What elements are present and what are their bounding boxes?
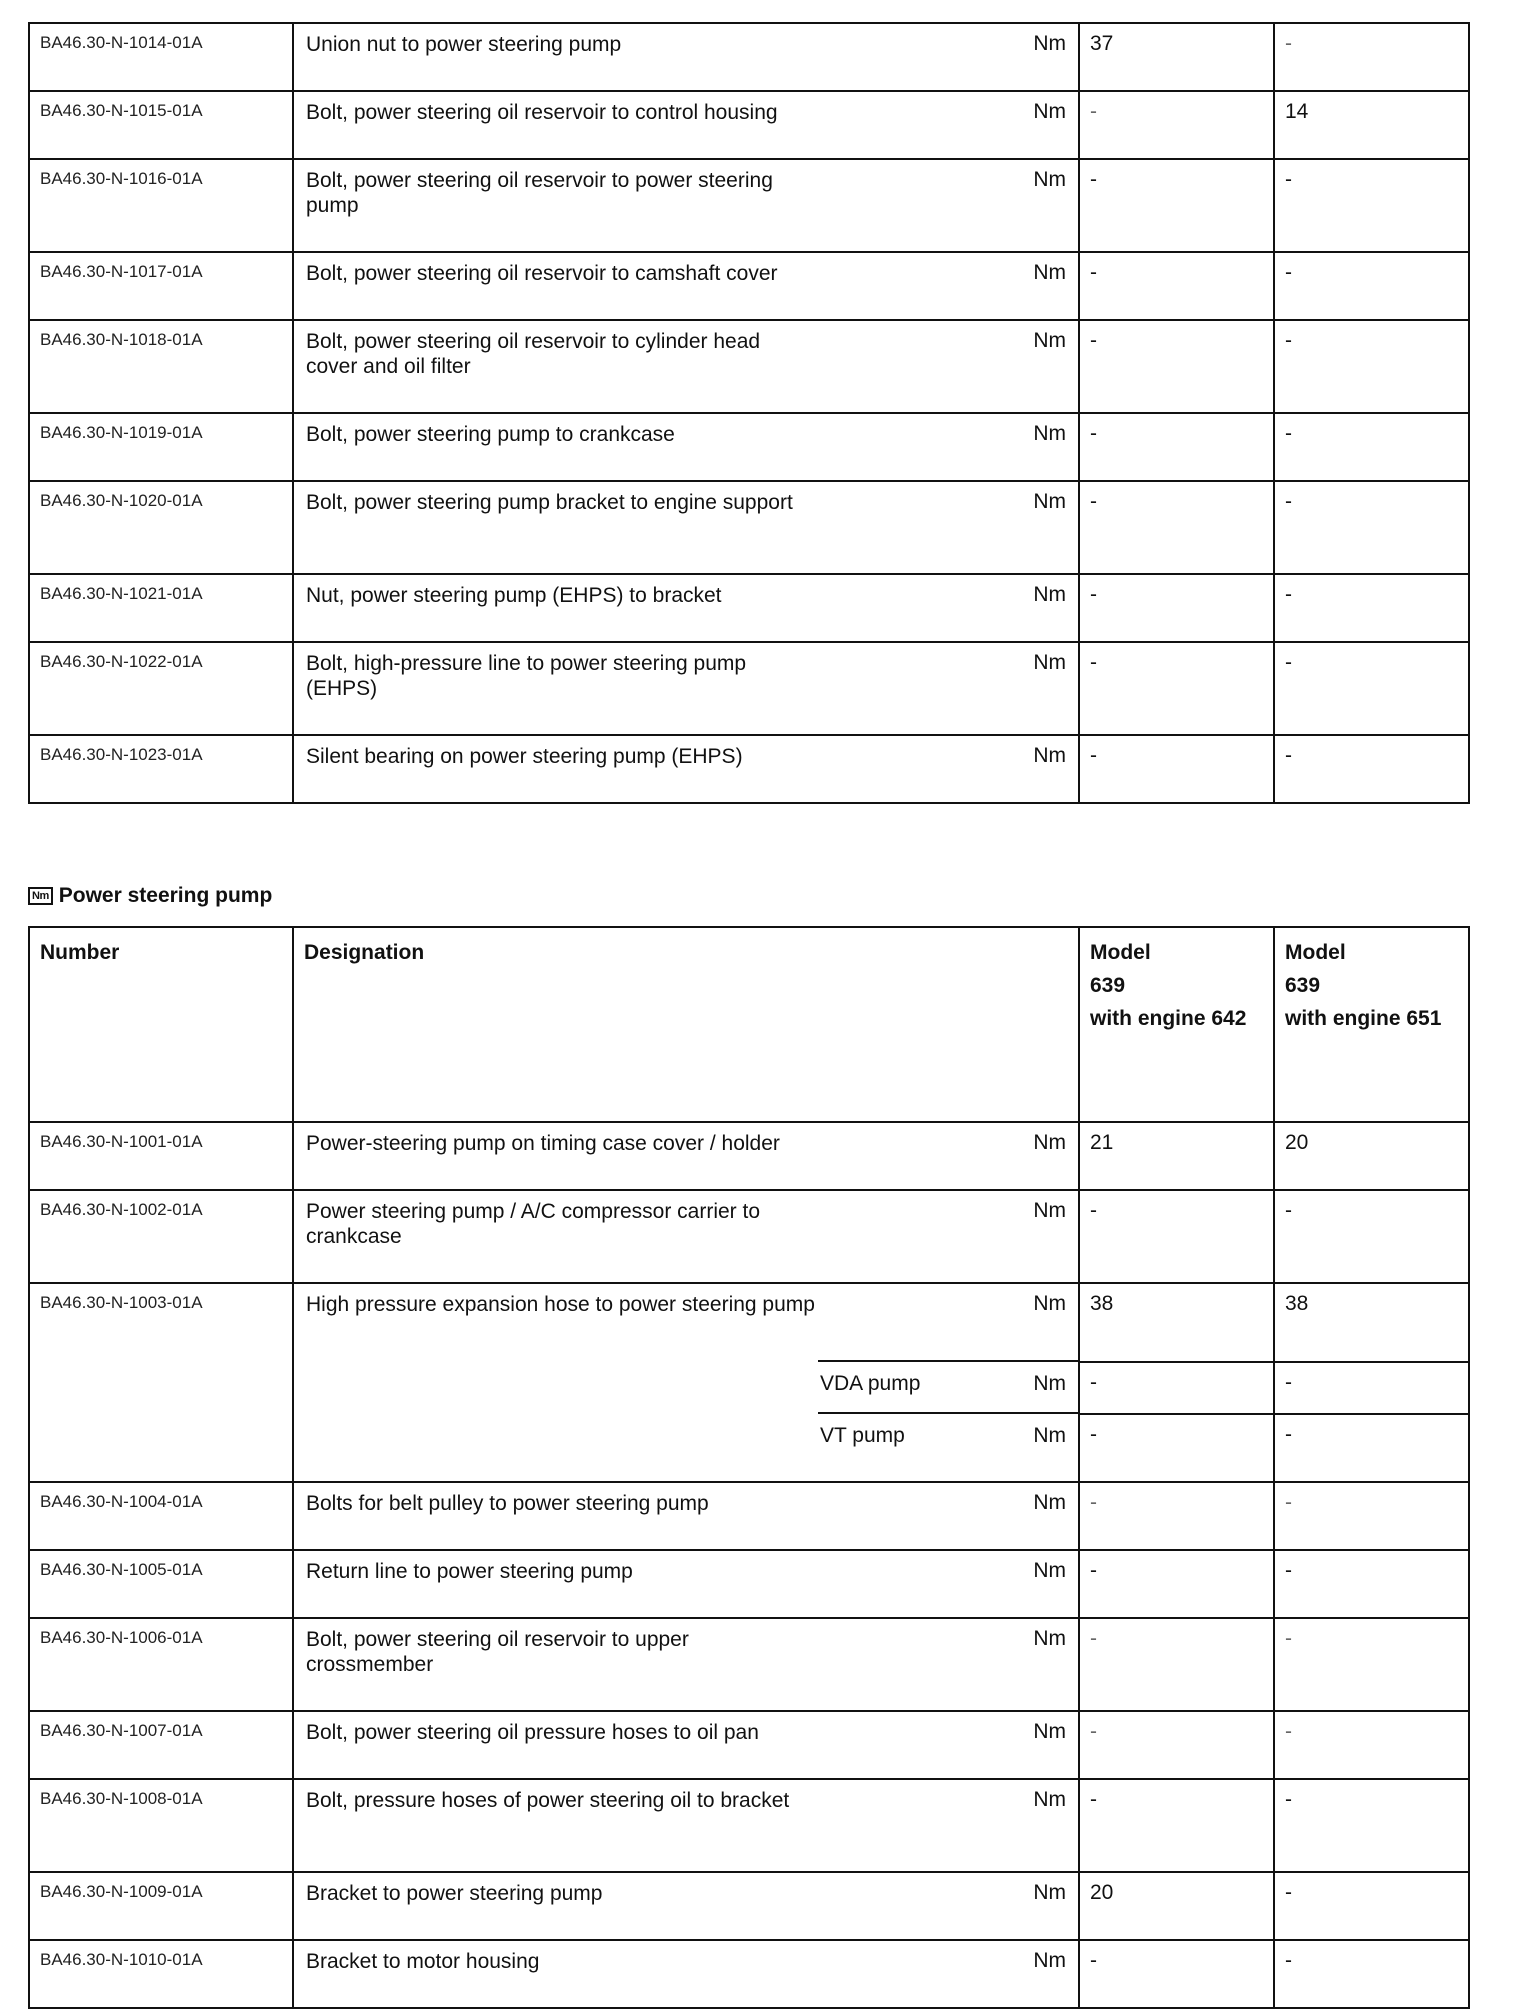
table-row — [29, 1190, 1469, 1283]
value-engine-642: - — [1079, 574, 1274, 642]
value-engine-651: - — [1274, 574, 1469, 642]
row-number: BA46.30-N-1009-01A — [29, 1872, 293, 1940]
row-unit: Nm — [1033, 1881, 1066, 1904]
value-engine-642: - — [1079, 1940, 1274, 2008]
row-number: BA46.30-N-1021-01A — [29, 574, 293, 642]
header-engine-642: Model 639 with engine 642 — [1079, 927, 1274, 1122]
row-designation: Nut, power steering pump (EHPS) to bracket — [306, 584, 722, 607]
value-engine-651: - — [1274, 159, 1469, 252]
row-designation: Bolt, pressure hoses of power steering oil to bracket — [306, 1789, 790, 1812]
row-number: BA46.30-N-1002-01A — [29, 1190, 293, 1283]
row-designation: Bolt, power steering oil reservoir to power steering pump — [306, 169, 773, 217]
row-number: BA46.30-N-1004-01A — [29, 1482, 293, 1550]
row-designation: Bolt, power steering oil reservoir to upper crossmember — [306, 1628, 689, 1676]
section-title — [28, 884, 272, 908]
value-engine-651: - — [1274, 1482, 1469, 1550]
row-unit: Nm — [1033, 744, 1066, 767]
value-engine-651: - — [1274, 481, 1469, 574]
value-engine-642: - — [1079, 1550, 1274, 1618]
row-number: BA46.30-N-1018-01A — [29, 320, 293, 413]
table-row — [29, 1711, 1469, 1779]
value-engine-642: 20 — [1079, 1872, 1274, 1940]
value-engine-642: - — [1079, 1618, 1274, 1711]
row-unit: Nm — [1033, 1424, 1066, 1447]
row-unit: Nm — [1033, 1949, 1066, 1972]
value-engine-651: - — [1274, 1550, 1469, 1618]
value-engine-642: - — [1079, 91, 1274, 159]
table-row — [29, 1618, 1469, 1711]
table-row — [29, 320, 1469, 413]
table-row — [29, 159, 1469, 252]
table-row — [29, 642, 1469, 735]
row-designation: Power-steering pump on timing case cover / holder — [306, 1132, 780, 1155]
power-steering-pump-table — [28, 926, 1470, 2009]
table-row — [29, 1779, 1469, 1872]
row-number: BA46.30-N-1008-01A — [29, 1779, 293, 1872]
row-designation: Bolt, power steering oil reservoir to cylinder head cover and oil filter — [306, 330, 761, 378]
table-row — [29, 1872, 1469, 1940]
row-number: BA46.30-N-1010-01A — [29, 1940, 293, 2008]
row-unit: Nm — [1033, 100, 1066, 123]
row-designation: Bolt, power steering oil reservoir to camshaft cover — [306, 262, 778, 285]
value-engine-642: - — [1079, 642, 1274, 735]
row-designation: Bracket to motor housing — [306, 1950, 540, 1973]
row-unit: Nm — [1033, 1491, 1066, 1514]
table-row — [29, 91, 1469, 159]
value-engine-642: - — [1079, 159, 1274, 252]
row-number: BA46.30-N-1016-01A — [29, 159, 293, 252]
value-engine-642: 38 — [1079, 1283, 1274, 1362]
value-engine-651: - — [1274, 252, 1469, 320]
row-designation: Union nut to power steering pump — [306, 33, 622, 56]
value-engine-651: - — [1274, 1872, 1469, 1940]
header-designation: Designation — [293, 927, 1079, 1122]
value-engine-651: - — [1274, 1940, 1469, 2008]
value-engine-651: - — [1274, 1711, 1469, 1779]
value-engine-651: - — [1274, 735, 1469, 803]
row-unit: Nm — [1033, 1788, 1066, 1811]
value-engine-642: - — [1079, 1711, 1274, 1779]
value-engine-651: 38 — [1274, 1283, 1469, 1362]
row-number: BA46.30-N-1006-01A — [29, 1618, 293, 1711]
row-designation: Silent bearing on power steering pump (EHPS) — [306, 745, 743, 768]
row-unit: Nm — [1033, 261, 1066, 284]
value-engine-651: - — [1274, 1779, 1469, 1872]
value-engine-642: - — [1079, 1779, 1274, 1872]
value-engine-642: - — [1079, 735, 1274, 803]
table-row — [29, 1122, 1469, 1190]
row-designation: Power steering pump / A/C compressor carrier to crankcase — [306, 1200, 761, 1248]
value-engine-642: - — [1079, 1414, 1274, 1482]
row-unit: Nm — [1033, 1720, 1066, 1743]
value-engine-651: - — [1274, 1618, 1469, 1711]
torque-nm-icon: Nm — [28, 887, 53, 905]
row-unit: Nm — [1033, 422, 1066, 445]
row-number: BA46.30-N-1015-01A — [29, 91, 293, 159]
row-number: BA46.30-N-1022-01A — [29, 642, 293, 735]
row-unit: Nm — [1033, 1131, 1066, 1154]
value-engine-651: - — [1274, 320, 1469, 413]
value-engine-642: 37 — [1079, 23, 1274, 91]
row-unit: Nm — [1033, 1292, 1066, 1315]
row-number: BA46.30-N-1005-01A — [29, 1550, 293, 1618]
row-unit: Nm — [1033, 1627, 1066, 1650]
row-designation: Bolt, power steering oil pressure hoses to oil pan — [306, 1721, 759, 1744]
value-engine-651: - — [1274, 642, 1469, 735]
row-unit: Nm — [1033, 583, 1066, 606]
table-row — [29, 1482, 1469, 1550]
table-row — [29, 252, 1469, 320]
value-engine-642: 21 — [1079, 1122, 1274, 1190]
value-engine-642: - — [1079, 252, 1274, 320]
row-number: BA46.30-N-1014-01A — [29, 23, 293, 91]
header-number: Number — [29, 927, 293, 1122]
table-row — [29, 1940, 1469, 2008]
row-designation: Bolt, power steering pump to crankcase — [306, 423, 675, 446]
row-number: BA46.30-N-1023-01A — [29, 735, 293, 803]
row-number: BA46.30-N-1019-01A — [29, 413, 293, 481]
subrow-label: VDA pump — [820, 1372, 921, 1395]
value-engine-642: - — [1079, 320, 1274, 413]
row-unit: Nm — [1033, 490, 1066, 513]
table-row — [29, 481, 1469, 574]
row-unit: Nm — [1033, 329, 1066, 352]
table-row — [29, 413, 1469, 481]
row-unit: Nm — [1033, 651, 1066, 674]
row-designation: High pressure expansion hose to power steering pump — [306, 1293, 815, 1316]
subrow-label: VT pump — [820, 1424, 905, 1447]
table-row — [29, 574, 1469, 642]
row-number: BA46.30-N-1003-01A — [29, 1283, 293, 1482]
value-engine-651: - — [1274, 23, 1469, 91]
header-engine-651: Model 639 with engine 651 — [1274, 927, 1469, 1122]
value-engine-651: 14 — [1274, 91, 1469, 159]
row-number: BA46.30-N-1017-01A — [29, 252, 293, 320]
value-engine-651: - — [1274, 1190, 1469, 1283]
torque-table-continued — [28, 22, 1470, 804]
value-engine-642: - — [1079, 1482, 1274, 1550]
row-unit: Nm — [1033, 32, 1066, 55]
value-engine-642: - — [1079, 1190, 1274, 1283]
table-row — [29, 1283, 1469, 1362]
value-engine-651: - — [1274, 1362, 1469, 1414]
row-designation: Bolts for belt pulley to power steering pump — [306, 1492, 709, 1515]
row-designation: Return line to power steering pump — [306, 1560, 633, 1583]
row-number: BA46.30-N-1001-01A — [29, 1122, 293, 1190]
row-unit: Nm — [1033, 1559, 1066, 1582]
section-title-text: Power steering pump — [58, 884, 273, 907]
row-designation: Bracket to power steering pump — [306, 1882, 603, 1905]
row-unit: Nm — [1033, 168, 1066, 191]
table-header-row — [29, 927, 1469, 1122]
row-designation: Bolt, power steering oil reservoir to control housing — [306, 101, 778, 124]
value-engine-651: 20 — [1274, 1122, 1469, 1190]
row-unit: Nm — [1033, 1199, 1066, 1222]
value-engine-651: - — [1274, 1414, 1469, 1482]
value-engine-642: - — [1079, 1362, 1274, 1414]
row-designation: Bolt, high-pressure line to power steering pump (EHPS) — [306, 652, 747, 700]
table-row — [29, 1550, 1469, 1618]
value-engine-642: - — [1079, 481, 1274, 574]
value-engine-651: - — [1274, 413, 1469, 481]
row-designation: Bolt, power steering pump bracket to engine support — [306, 491, 793, 514]
row-unit: Nm — [1033, 1372, 1066, 1395]
row-number: BA46.30-N-1007-01A — [29, 1711, 293, 1779]
table-row — [29, 23, 1469, 91]
row-number: BA46.30-N-1020-01A — [29, 481, 293, 574]
value-engine-642: - — [1079, 413, 1274, 481]
table-row — [29, 735, 1469, 803]
